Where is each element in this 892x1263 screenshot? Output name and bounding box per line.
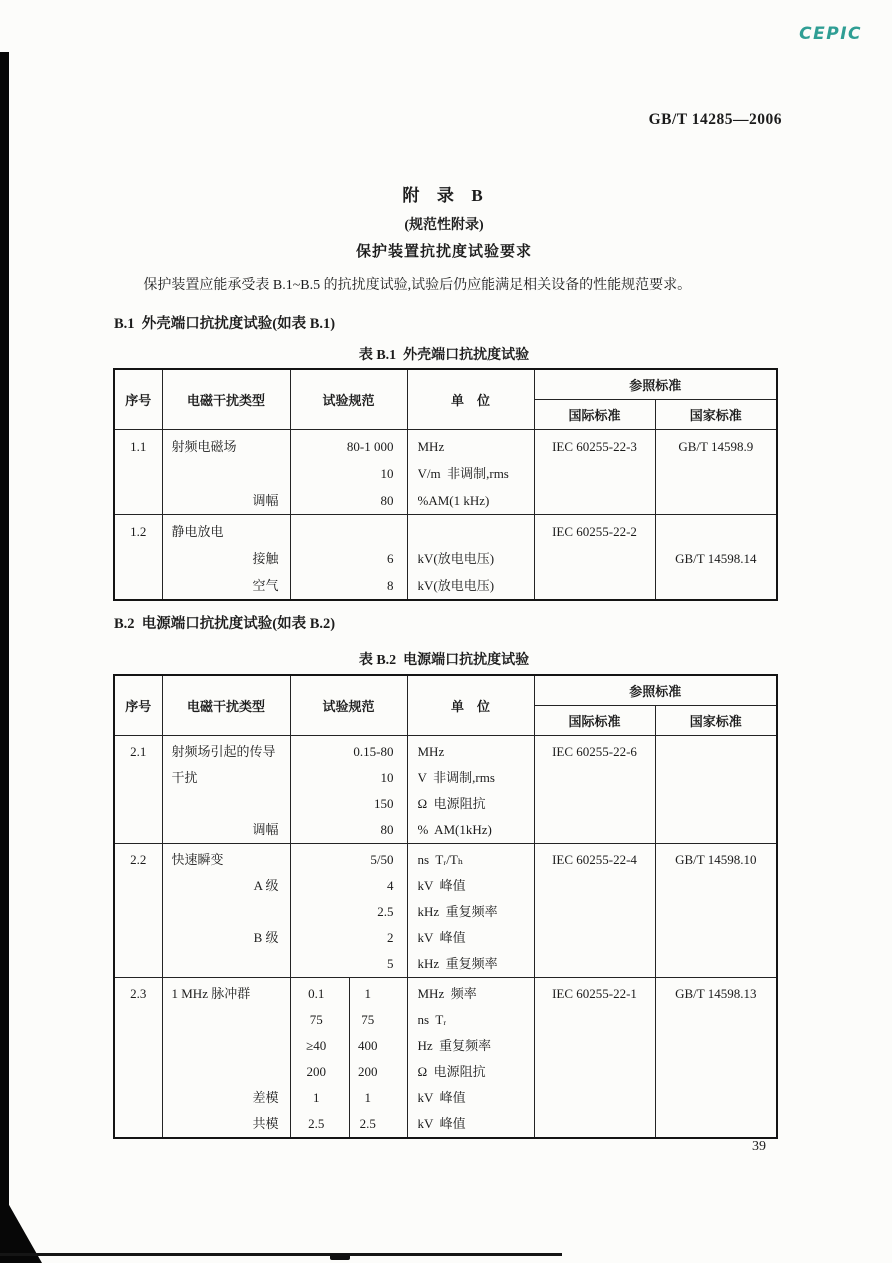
row-number: 2.2 — [130, 851, 147, 867]
cell-test-spec — [290, 843, 407, 977]
cell-test-spec — [290, 735, 407, 843]
cell-natl-standard — [655, 977, 777, 1138]
cell-line: MHz 频率 — [417, 985, 477, 1001]
cell-line: V 非调制,rms — [417, 769, 495, 785]
cell-line: IEC 60255-22-1 — [552, 985, 637, 1001]
col-header-spec: 试验规范 — [290, 675, 407, 735]
cell-line — [535, 1059, 655, 1085]
cell-unit — [407, 429, 534, 514]
cell-line: Ω 电源阻抗 — [417, 1063, 486, 1079]
col-header-seq: 序号 — [114, 675, 162, 735]
cell-intl-standard — [534, 514, 655, 600]
cell-line — [656, 817, 777, 843]
spec-sub-value: 1 — [313, 1089, 320, 1105]
col-header-intl: 国际标准 — [534, 399, 655, 429]
cell-line — [656, 739, 777, 765]
cell-interference-type — [162, 514, 290, 600]
cell-line — [172, 1059, 279, 1085]
cell-line: MHz — [417, 438, 445, 454]
cell-line — [656, 873, 777, 899]
cell-line — [656, 899, 777, 925]
cell-line — [656, 765, 777, 791]
cell-line: 80-1 000 — [346, 438, 394, 454]
cell-line — [656, 1033, 777, 1059]
col-header-ref: 参照标准 — [534, 369, 777, 399]
cell-line: kV 峰值 — [417, 1115, 466, 1131]
cell-unit — [407, 977, 534, 1138]
cell-line — [535, 925, 655, 951]
table-b1-caption: 表 B.1 外壳端口抗扰度试验 — [358, 348, 530, 363]
cell-line: 1 MHz 脉冲群 — [171, 985, 251, 1001]
cell-line — [535, 1033, 655, 1059]
appendix-subtitle: (规范性附录) — [404, 218, 484, 233]
cell-line: kHz 重复频率 — [417, 903, 498, 919]
spec-sub-value: 200 — [358, 1063, 378, 1079]
cell-test-spec — [290, 429, 407, 514]
table-row — [114, 977, 777, 1138]
cell-line: 0.15-80 — [353, 743, 394, 759]
cell-line: 10 — [380, 769, 394, 785]
cell-line: Ω 电源阻抗 — [417, 795, 486, 811]
cell-test-spec-split — [290, 977, 407, 1138]
cell-line: 8 — [387, 577, 394, 593]
cell-line: 5 — [387, 955, 394, 971]
cell-line: 调幅 — [252, 492, 279, 508]
cell-line: 干扰 — [171, 769, 198, 785]
cell-line: IEC 60255-22-6 — [552, 743, 637, 759]
cell-line: IEC 60255-22-2 — [552, 523, 637, 539]
spec-sub-value: 1 — [364, 985, 371, 1001]
cell-line — [535, 460, 655, 487]
col-header-unit: 单 位 — [407, 369, 534, 429]
col-header-type: 电磁干扰类型 — [162, 675, 290, 735]
cell-line: GB/T 14598.13 — [675, 985, 757, 1001]
cell-line: ns Tᵣ — [417, 1011, 447, 1027]
spec-sub-value: 2.5 — [359, 1115, 376, 1131]
col-header-natl: 国家标准 — [655, 399, 777, 429]
cell-line — [656, 460, 777, 487]
cell-line: kHz 重复频率 — [417, 955, 498, 971]
cell-line: % AM(1kHz) — [417, 821, 492, 837]
cell-line: 150 — [374, 795, 394, 811]
row-number: 1.1 — [130, 438, 147, 454]
cell-line: 静电放电 — [171, 523, 224, 539]
cell-line — [172, 1033, 279, 1059]
cell-line — [535, 1111, 655, 1137]
row-number: 2.3 — [130, 985, 147, 1001]
cell-line: 共模 — [252, 1115, 279, 1131]
cell-natl-standard — [655, 735, 777, 843]
cell-unit — [407, 514, 534, 600]
cell-line: 10 — [380, 465, 394, 481]
cell-interference-type — [162, 429, 290, 514]
cell-line: B 级 — [253, 929, 279, 945]
cell-line — [535, 1085, 655, 1111]
cell-line: 4 — [387, 877, 394, 893]
cell-natl-standard — [655, 843, 777, 977]
col-header-spec: 试验规范 — [290, 369, 407, 429]
cell-unit — [407, 843, 534, 977]
spec-sub-value: 0.1 — [308, 985, 325, 1001]
col-header-unit: 单 位 — [407, 675, 534, 735]
cell-line — [535, 817, 655, 843]
cell-line — [656, 572, 777, 599]
cell-row-number — [114, 429, 162, 514]
cell-line — [656, 925, 777, 951]
cell-line: A 级 — [253, 877, 279, 893]
table-row — [114, 735, 777, 843]
row-number: 1.2 — [130, 523, 147, 539]
cell-line: IEC 60255-22-3 — [552, 438, 637, 454]
section-b2-heading: B.2 电源端口抗扰度试验(如表 B.2) — [114, 616, 336, 632]
cell-line: kV 峰值 — [417, 877, 466, 893]
cell-line: kV(放电电压) — [417, 550, 495, 566]
col-header-seq: 序号 — [114, 369, 162, 429]
spec-sub-value: 400 — [358, 1037, 378, 1053]
spec-sub-value: 2.5 — [308, 1115, 325, 1131]
cell-intl-standard — [534, 843, 655, 977]
cell-line — [656, 1007, 777, 1033]
cell-line: %AM(1 kHz) — [417, 492, 490, 508]
cell-line: 2.5 — [377, 903, 394, 919]
cell-row-number — [114, 735, 162, 843]
cell-line: ns Tᵣ/Tₕ — [417, 851, 464, 867]
scan-artifact-smudge — [330, 1254, 350, 1260]
cell-line — [418, 518, 534, 545]
table-b1 — [113, 368, 778, 601]
cell-unit — [407, 735, 534, 843]
cell-line — [656, 1085, 777, 1111]
cell-line: 2 — [387, 929, 394, 945]
cell-line — [656, 487, 777, 514]
cell-line — [172, 899, 279, 925]
cell-line: 射频场引起的传导 — [171, 743, 276, 759]
cell-line: GB/T 14598.14 — [675, 550, 757, 566]
cell-line — [172, 951, 279, 977]
table-row — [114, 429, 777, 514]
cell-line — [535, 765, 655, 791]
cell-line — [535, 572, 655, 599]
spec-sub-value: 200 — [306, 1063, 326, 1079]
cell-line: 射频电磁场 — [171, 438, 237, 454]
cell-line: 6 — [387, 550, 394, 566]
column-divider — [349, 978, 350, 1137]
section-b1-heading: B.1 外壳端口抗扰度试验(如表 B.1) — [114, 316, 336, 332]
cell-line — [535, 873, 655, 899]
scan-artifact-corner — [0, 1189, 42, 1263]
cell-line: 80 — [380, 821, 394, 837]
row-number: 2.1 — [130, 743, 147, 759]
cell-line — [535, 791, 655, 817]
cell-line — [172, 460, 279, 487]
cell-line — [656, 518, 777, 545]
table-b2-caption: 表 B.2 电源端口抗扰度试验 — [358, 653, 530, 668]
cell-line: IEC 60255-22-4 — [552, 851, 637, 867]
cell-line: 80 — [380, 492, 394, 508]
cell-line: 接触 — [252, 550, 279, 566]
cell-intl-standard — [534, 429, 655, 514]
cell-row-number — [114, 514, 162, 600]
cell-line: kV(放电电压) — [417, 577, 495, 593]
spec-sub-value: 75 — [309, 1011, 323, 1027]
col-header-ref: 参照标准 — [534, 675, 777, 705]
cell-line: MHz — [417, 743, 445, 759]
cell-line: 差模 — [252, 1089, 279, 1105]
table-row — [114, 843, 777, 977]
cell-line — [656, 951, 777, 977]
cell-test-spec — [290, 514, 407, 600]
cell-line — [656, 1111, 777, 1137]
cell-line: 空气 — [252, 577, 279, 593]
col-header-natl: 国家标准 — [655, 705, 777, 735]
cell-line: 快速瞬变 — [171, 851, 224, 867]
cell-line: GB/T 14598.10 — [675, 851, 757, 867]
cell-line — [172, 791, 279, 817]
cell-line — [656, 1059, 777, 1085]
cell-intl-standard — [534, 977, 655, 1138]
scan-artifact-bottom-line — [0, 1253, 562, 1256]
table-b2 — [113, 674, 778, 1139]
col-header-intl: 国际标准 — [534, 705, 655, 735]
cell-line — [535, 899, 655, 925]
cell-line: V/m 非调制,rms — [417, 465, 509, 481]
cell-row-number — [114, 977, 162, 1138]
cell-natl-standard — [655, 429, 777, 514]
cell-line — [535, 487, 655, 514]
cell-interference-type — [162, 977, 290, 1138]
table-row — [114, 514, 777, 600]
cell-line: 调幅 — [252, 821, 279, 837]
cell-line: Hz 重复频率 — [417, 1037, 492, 1053]
doc-number: GB/T 14285—2006 — [648, 111, 782, 128]
spec-sub-value: ≥40 — [306, 1037, 327, 1053]
cell-line: GB/T 14598.9 — [678, 438, 754, 454]
cell-row-number — [114, 843, 162, 977]
cell-natl-standard — [655, 514, 777, 600]
cell-line — [535, 951, 655, 977]
col-header-type: 电磁干扰类型 — [162, 369, 290, 429]
cell-line: kV 峰值 — [417, 929, 466, 945]
cell-line — [535, 545, 655, 572]
spec-sub-value: 1 — [364, 1089, 371, 1105]
cell-interference-type — [162, 735, 290, 843]
appendix-heading: 保护装置抗扰度试验要求 — [355, 244, 532, 260]
scan-artifact-left-edge — [0, 52, 9, 1263]
appendix-title: 附 录 B — [402, 186, 486, 205]
cell-line — [535, 1007, 655, 1033]
cell-line — [291, 518, 407, 545]
cell-interference-type — [162, 843, 290, 977]
cepic-logo: CEPIC — [799, 24, 862, 44]
cell-line: 5/50 — [370, 851, 394, 867]
cell-line — [656, 791, 777, 817]
spec-sub-value: 75 — [361, 1011, 375, 1027]
cell-line: kV 峰值 — [417, 1089, 466, 1105]
cell-intl-standard — [534, 735, 655, 843]
cell-line — [172, 1007, 279, 1033]
page-number: 39 — [752, 1139, 766, 1154]
intro-paragraph: 保护装置应能承受表 B.1~B.5 的抗扰度试验,试验后仍应能满足相关设备的性能规范要求。 — [143, 278, 692, 293]
